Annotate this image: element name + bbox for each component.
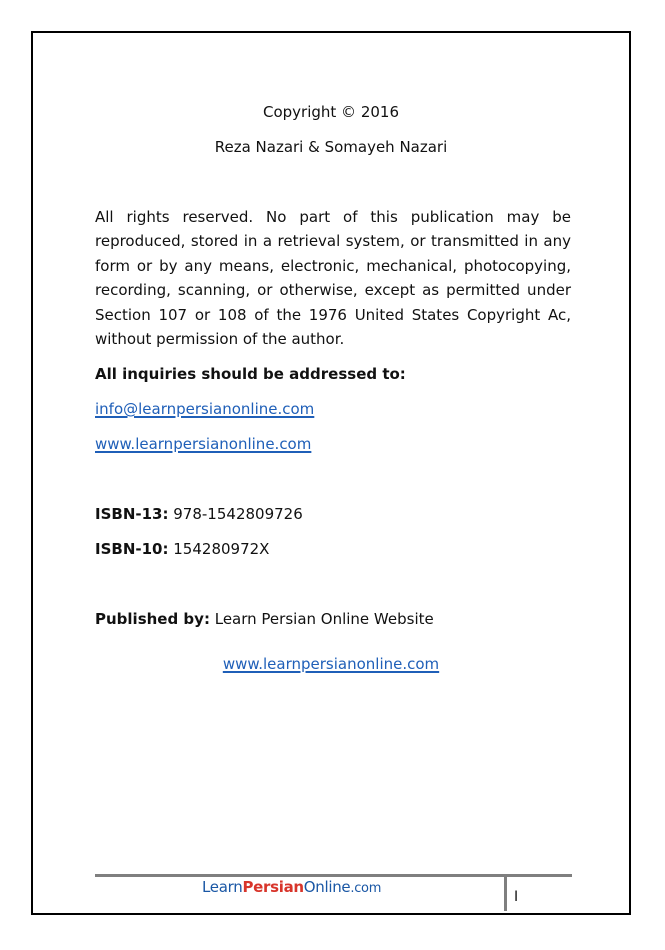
logo-persian-text: Persian [242, 878, 304, 896]
inquiries-label: All inquiries should be addressed to: [95, 365, 406, 383]
document-page [31, 31, 631, 915]
publisher-website-link[interactable]: www.learnpersianonline.com [222, 655, 440, 673]
contact-website-line [95, 434, 311, 454]
isbn10-line [95, 539, 269, 559]
authors-line: Reza Nazari & Somayeh Nazari [214, 138, 448, 156]
rights-paragraph: All rights reserved. No part of this publication may be reproduced, stored in a retrieval system, or transmitted in any form or by any means, electronic, mechanical, photocopying, recording, scanning, or otherwise, except as permitted under Section 107 or 108 of the 1976 United States Copyright Ac, without permission of the author. [95, 208, 571, 349]
copyright-line: Copyright © 2016 [262, 103, 399, 121]
logo-learn-text: Learn [202, 878, 243, 896]
contact-website-link[interactable]: www.learnpersianonline.com [95, 435, 312, 453]
publisher-website-line [33, 654, 629, 674]
publisher-line [95, 609, 434, 629]
contact-email-link[interactable]: info@learnpersianonline.com [95, 400, 315, 418]
isbn13-value: 978-1542809726 [173, 505, 303, 523]
footer-logo [202, 877, 381, 899]
publisher-value: Learn Persian Online Website [214, 610, 434, 628]
isbn13-line [95, 504, 303, 524]
contact-email-line [95, 399, 314, 419]
logo-com-text: .com [350, 881, 382, 896]
footer-divider [504, 876, 507, 911]
logo-online-text: Online [303, 878, 351, 896]
isbn10-label: ISBN-10: [95, 540, 169, 558]
page-number: I [514, 889, 519, 905]
publisher-label: Published by: [95, 610, 210, 628]
isbn10-value: 154280972X [173, 540, 270, 558]
isbn13-label: ISBN-13: [95, 505, 169, 523]
